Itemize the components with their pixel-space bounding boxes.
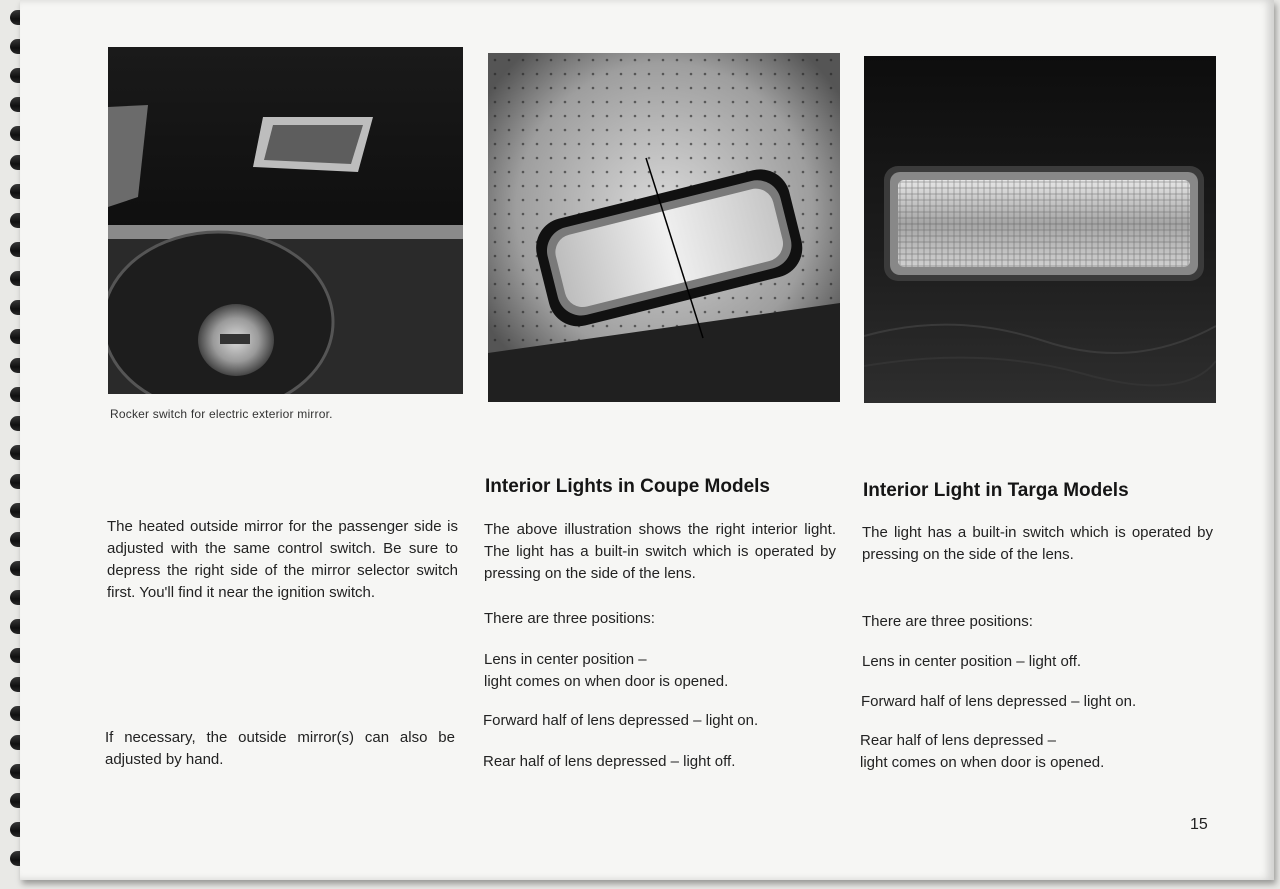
coupe-position-center-line1: Lens in center position – — [484, 651, 647, 668]
rocker-switch-photo — [108, 47, 463, 394]
coupe-position-forward: Forward half of lens depressed – light on. — [483, 712, 759, 729]
heated-mirror-paragraph: The heated outside mirror for the passenger side is adjusted with the same control switch. Be sure to depress the right side of the mirror selector switch first. You'll find it near the ignition switch. — [107, 518, 458, 601]
coupe-heading: Interior Lights in Coupe Models — [485, 476, 770, 497]
page-number: 15 — [1190, 816, 1208, 833]
targa-intro-paragraph: The light has a built-in switch which is operated by pressing on the side of the lens. — [862, 524, 1213, 563]
coupe-interior-light-photo — [488, 53, 840, 402]
coupe-positions-label: There are three positions: — [484, 610, 655, 627]
coupe-intro-paragraph: The above illustration shows the right interior light. The light has a built-in switch which is operated by pressing on the side of the lens. — [484, 521, 836, 582]
coupe-position-center-line2: light comes on when door is opened. — [484, 673, 729, 690]
targa-position-rear-line1: Rear half of lens depressed – — [860, 732, 1056, 749]
targa-position-rear-line2: light comes on when door is opened. — [860, 754, 1105, 771]
coupe-position-rear: Rear half of lens depressed – light off. — [483, 753, 736, 770]
targa-heading: Interior Light in Targa Models — [863, 480, 1129, 501]
photo-caption: Rocker switch for electric exterior mirror. — [110, 407, 333, 421]
targa-positions-label: There are three positions: — [862, 613, 1033, 630]
targa-position-forward: Forward half of lens depressed – light on. — [861, 693, 1137, 710]
targa-interior-light-photo — [864, 56, 1216, 403]
manual-adjust-paragraph: If necessary, the outside mirror(s) can also be adjusted by hand. — [105, 729, 455, 768]
targa-position-rear — [860, 730, 1212, 774]
targa-position-center: Lens in center position – light off. — [862, 653, 1082, 670]
coupe-position-center — [484, 649, 836, 693]
